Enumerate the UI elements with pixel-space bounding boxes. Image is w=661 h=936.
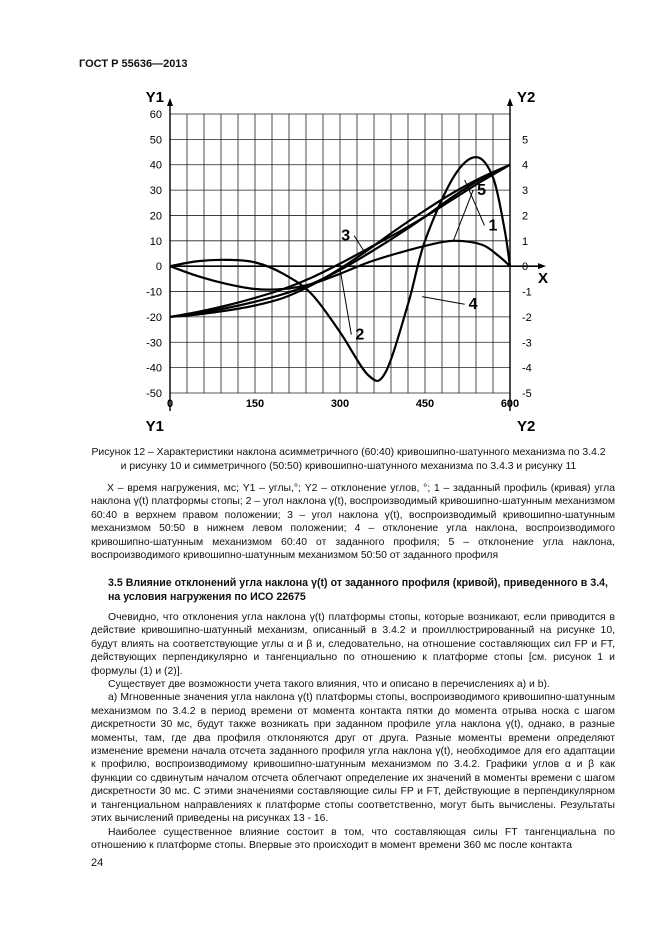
- paragraph: а) Мгновенные значения угла наклона γ(t) платформы стопы, воспроизводимого кривошипно-шатунным механизмом по 3.4.2 в период времени от момента контакта пятки до момента отрыва носка с шагом дискретности 30 мс, будут также возникать при заданном профиле угла наклона γ(t), однако, в разные моменты, там, где два профиля отклоняются друг от друга. Разные моменты времени определяют изменение времени начала отсчета заданного профиля угла наклона γ(t), необходимое для его адаптации к профилю, воспроизводимому кривошипно-шатунным механизмом по 3.4.2. Графики углов α и β как функции со сдвинутым началом отсчета облегчают определение их значений в моменты времени с шагом дискретности 30 мс. С этими значениями составляющие силы FP и FT, действующие в перпендикулярном и тангенциальном направлениях к платформе стопы соответственно, могут быть вычислены. Результаты этих вычислений приведены на рисунках 13 - 16.: [91, 692, 615, 825]
- y2-tick-label: -4: [522, 362, 532, 375]
- page-number: 24: [91, 857, 104, 869]
- x-tick-label: 450: [415, 398, 435, 410]
- y1-tick-label: 30: [149, 185, 162, 198]
- paragraph: Существует две возможности учета такого влияния, что и описано в перечислениях а) и b).: [108, 679, 550, 691]
- figure-caption: Рисунок 12 – Характеристики наклона асимметричного (60:40) кривошипно-шатунного механизма по 3.4.2 и рисунку 10 и симметричного (50:50) кривошипно-шатунного механизма по 3.4.3 и рисунку 11: [91, 447, 606, 472]
- y1-tick-label: 10: [149, 235, 162, 248]
- y2-tick-label: 4: [522, 159, 529, 172]
- paragraph: Наиболее существенное влияние состоит в том, что составляющая силы FT тангенциальна по отношению к платформе стопы. Впервые это происходит в момент времени 360 мс после контакта: [91, 826, 615, 851]
- y2-tick-label: 5: [522, 134, 529, 147]
- callout-label-1: 1: [488, 217, 498, 235]
- y2-tick-label: -2: [522, 311, 532, 324]
- chart-grid: [170, 114, 510, 393]
- y2-tick-label: -3: [522, 337, 532, 350]
- y2-tick-label: -1: [522, 286, 532, 299]
- callout-leader: [340, 269, 351, 335]
- callout-label-3: 3: [341, 227, 351, 245]
- callout-label-2: 2: [355, 326, 365, 344]
- section-title: 3.5 Влияние отклонений угла наклона γ(t) от заданного профиля (кривой), приведенного в 3.4, на условия нагружения по ИСО 22675: [108, 577, 608, 603]
- y2-tick-label: 3: [522, 185, 529, 198]
- legend-text: X – время нагружения, мс; Y1 – углы,°; Y2 – отклонение углов, °; 1 – заданный профиль (кривая) угла наклона γ(t) платформы стопы; 2 – угол наклона γ(t), воспроизводимый кривошипно-шатунным механизмом 60:40 в верхнем правом положении; 3 – угол наклона γ(t), воспроизводимый кривошипно-шатунным механизмом 50:50 в нижнем левом положении; 4 – отклонение угла наклона, воспроизводимого кривошипно-шатунным механизмом 60:40 от заданного профиля; 5 – отклонение угла наклона, воспроизводимого кривошипно-шатунным механизмом 50:50 от заданного профиля: [91, 483, 615, 562]
- y2-axis-label: Y2: [517, 89, 536, 106]
- figure-legend: [91, 482, 615, 562]
- body-text: [91, 611, 615, 852]
- y1-tick-label: -10: [146, 286, 162, 299]
- y1-tick-label: 60: [149, 109, 162, 121]
- x-tick-label: 600: [500, 398, 520, 410]
- callout-label-4: 4: [468, 296, 478, 314]
- y2-tick-label: 2: [522, 210, 529, 223]
- x-arrow-icon: [538, 263, 546, 269]
- y1-arrow-icon: [167, 98, 173, 106]
- callout-leader: [354, 236, 365, 254]
- paragraph: Очевидно, что отклонения угла наклона γ(t) платформы стопы, которые возникают, если приводится в действие кривошипно-шатунный механизм, описанный в 3.4.2 и проиллюстрированный на рисунке 10, будут влиять на соответствующие углы α и β и, следовательно, на отношение составляющих сил FP и FT, действующих перпендикулярно и тангенциально по отношению к платформе стопы [см. рисунок 1 и формулы (1) и (2)].: [91, 612, 615, 677]
- y1-tick-label: -20: [146, 311, 162, 324]
- y1-axis-label-bottom: Y1: [145, 418, 164, 435]
- y1-tick-label: -30: [146, 337, 162, 350]
- y2-axis-label-bottom: Y2: [517, 418, 536, 435]
- chart-tick-labels: [146, 89, 548, 435]
- y1-tick-label: 50: [149, 134, 162, 147]
- x-tick-label: 150: [245, 398, 265, 410]
- y1-tick-label: 0: [155, 261, 162, 274]
- y1-tick-label: 20: [149, 210, 162, 223]
- callout-leader: [422, 297, 465, 305]
- x-tick-label: 300: [330, 398, 350, 410]
- y2-tick-label: -5: [522, 388, 532, 400]
- callout-label-5: 5: [477, 182, 487, 200]
- y2-arrow-icon: [507, 98, 513, 106]
- y1-tick-label: -40: [146, 362, 162, 375]
- figure-12-chart: [0, 0, 661, 440]
- y1-tick-label: 40: [149, 159, 162, 172]
- y2-tick-label: 1: [522, 235, 529, 248]
- x-axis-label: X: [538, 270, 549, 288]
- x-tick-label: 0: [166, 398, 174, 410]
- y1-tick-label: -50: [146, 388, 162, 400]
- document-header: ГОСТ Р 55636—2013: [79, 58, 188, 70]
- y1-axis-label: Y1: [145, 89, 164, 106]
- y2-tick-label: 0: [522, 261, 529, 274]
